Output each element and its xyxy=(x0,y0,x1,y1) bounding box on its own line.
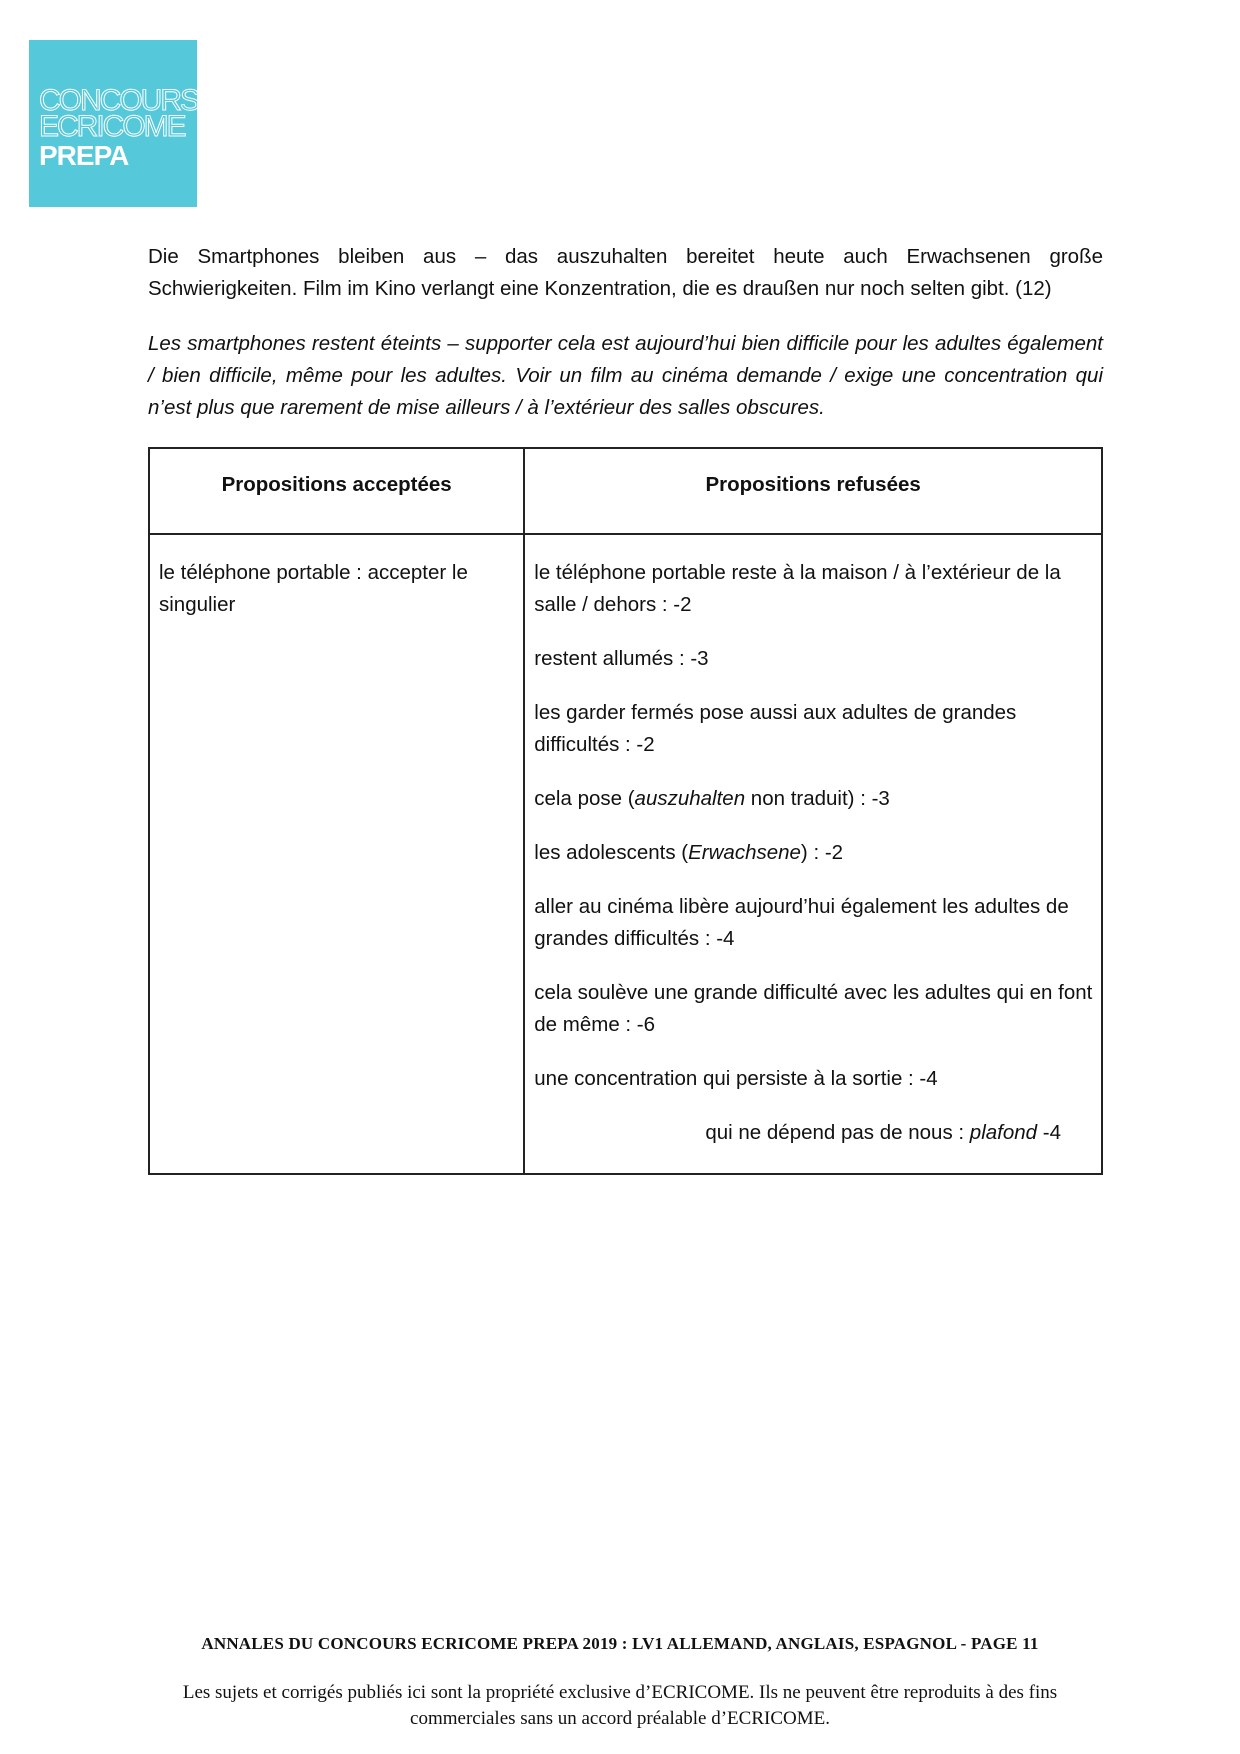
table-row xyxy=(149,534,1102,1174)
refused-item: restent allumés : -3 xyxy=(534,647,709,670)
accepted-item: le téléphone portable : accepter le singulier xyxy=(159,561,468,616)
translation-paragraph: Les smartphones restent éteints – supporter cela est aujourd’hui bien difficile pour les adultes également / bien difficile, même pour les adultes. Voir un film au cinéma demande / exige une concentration qui n’est plus que rarement de mise ailleurs / à l’extérieur des salles obscures. xyxy=(148,332,1103,419)
footer-notice: Les sujets et corrigés publiés ici sont la propriété exclusive d’ECRICOME. Ils ne peuvent être reproduits à des fins commerciales sans un accord préalable d’ECRICOME. xyxy=(182,1682,1058,1729)
source-text-paragraph: Die Smartphones bleiben aus – das auszuhalten bereitet heute auch Erwachsenen große Schwierigkeiten. Film im Kino verlangt eine Konzentration, die es draußen nur noch selten gibt. (12) xyxy=(148,245,1103,300)
header-accepted: Propositions acceptées xyxy=(149,448,524,534)
refused-item: qui ne dépend pas de nous : plafond -4 xyxy=(705,1121,1061,1144)
refused-item: les garder fermés pose aussi aux adultes de grandes difficultés : -2 xyxy=(534,701,1017,756)
propositions-table xyxy=(148,447,1103,1175)
refused-item: le téléphone portable reste à la maison / à l’extérieur de la salle / dehors : -2 xyxy=(534,561,1061,616)
logo-line-prepa: PREPA xyxy=(39,140,129,171)
refused-cell xyxy=(524,534,1102,1174)
refused-item: une concentration qui persiste à la sortie : -4 xyxy=(534,1067,938,1090)
refused-item: cela soulève une grande difficulté avec les adultes qui en font de même : -6 xyxy=(534,981,1093,1036)
logo-line-concours: CONCOURS xyxy=(39,84,199,117)
logo-line-ecricome: ECRICOME xyxy=(39,110,185,143)
accepted-cell xyxy=(149,534,524,1174)
refused-item: aller au cinéma libère aujourd’hui également les adultes de grandes difficultés : -4 xyxy=(534,895,1069,950)
header-refused: Propositions refusées xyxy=(524,448,1102,534)
refused-item: cela pose (auszuhalten non traduit) : -3 xyxy=(534,787,890,810)
refused-item: les adolescents (Erwachsene) : -2 xyxy=(534,841,844,864)
footer-title: ANNALES DU CONCOURS ECRICOME PREPA 2019 : LV1 ALLEMAND, ANGLAIS, ESPAGNOL - PAGE 11 xyxy=(201,1634,1039,1653)
table-header-row xyxy=(149,448,1102,534)
ecricome-logo xyxy=(29,40,197,207)
